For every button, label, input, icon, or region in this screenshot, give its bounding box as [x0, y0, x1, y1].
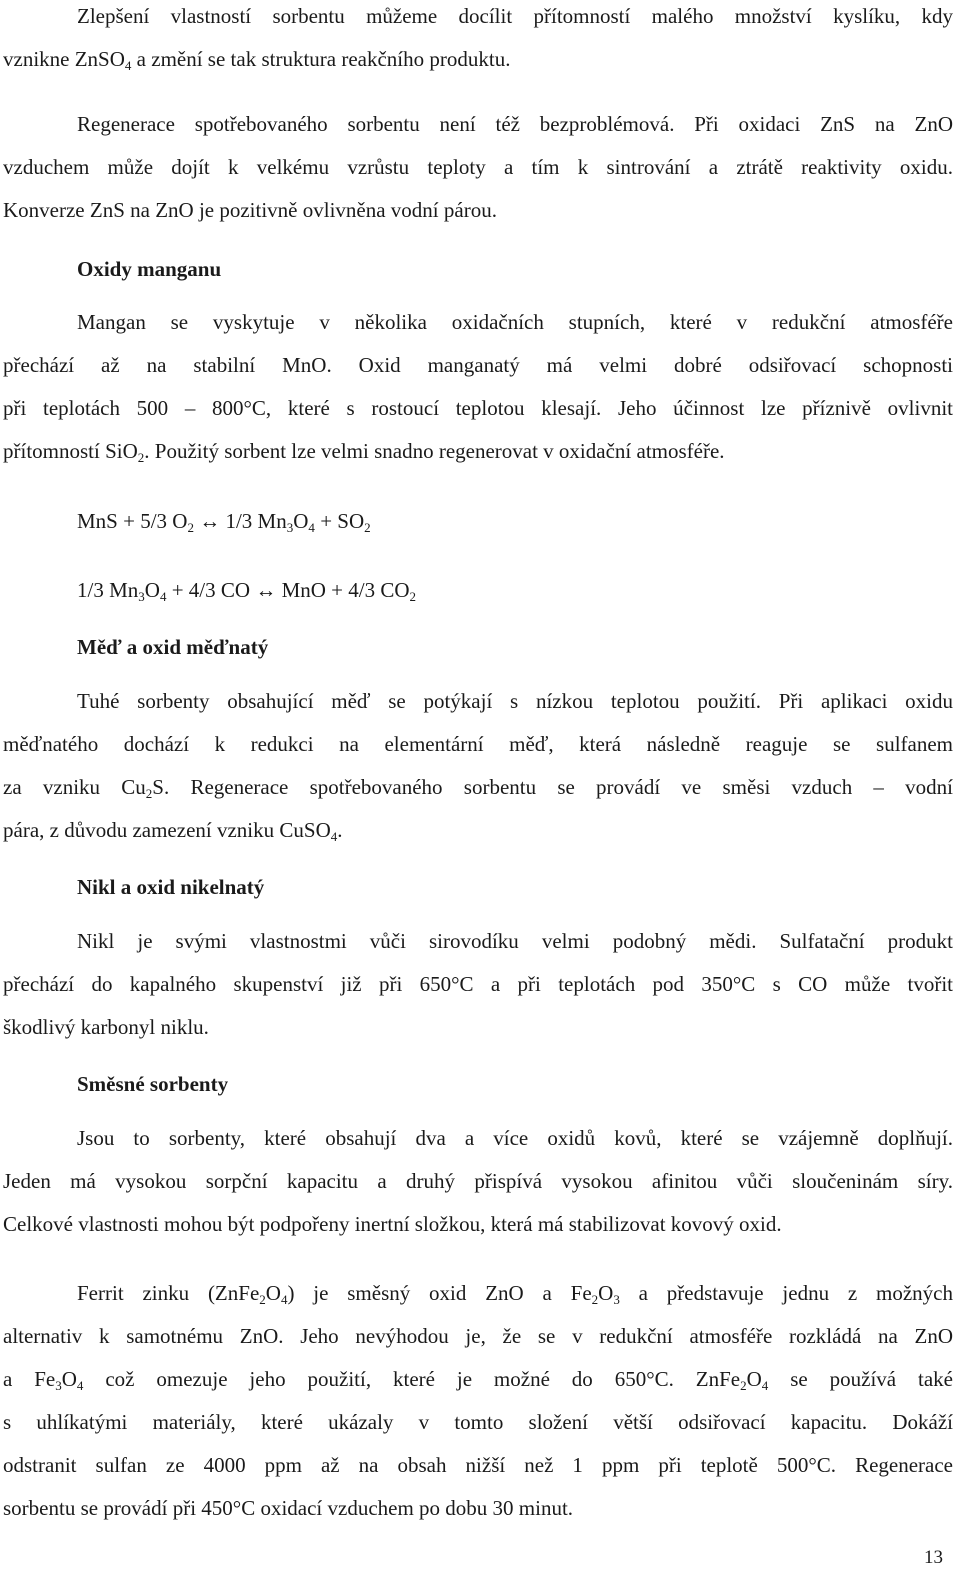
heading-nickel [3, 871, 953, 914]
paragraph-zinc-regeneration [3, 108, 953, 237]
text-line: vznikne ZnSO$_4$ a změní se tak struktura reakčního produktu. [3, 47, 511, 73]
text-line: Zlepšení vlastností sorbentu můžeme docílit přítomností malého množství kyslíku, kdy [77, 4, 953, 28]
text-line: odstranit sulfan ze 4000 ppm až na obsah nižší než 1 ppm při teplotě 500°C. Regenerace [3, 1453, 953, 1477]
text-line: přítomností SiO$_2$. Použitý sorbent lze velmi snadno regenerovat v oxidační atmosféře. [3, 439, 725, 465]
paragraph-zinc-oxygen [3, 0, 953, 86]
text-line: pára, z důvodu zamezení vzniku CuSO$_4$. [3, 818, 343, 844]
paragraph-nickel [3, 925, 953, 1054]
text-line: měďnatého dochází k redukci na elementární měď, která následně reaguje se sulfanem [3, 732, 953, 756]
text-line: Jeden má vysokou sorpční kapacitu a druhý přispívá vysokou afinitou vůči sloučeninám síry. [3, 1169, 953, 1193]
heading-copper [3, 631, 953, 674]
equation-mns-oxidation: MnS + 5/3 $O_2$ ↔ 1/3 $Mn_3O_4 + SO_2$ [77, 509, 371, 535]
paragraph-manganese [3, 306, 953, 478]
equation-mn3o4-reduction: 1/3 $Mn_3O_4 + 4/3$ CO ↔ MnO + 4/3 $CO_2$ [77, 578, 417, 604]
paragraph-copper [3, 685, 953, 857]
text-line: Jsou to sorbenty, které obsahují dva a více oxidů kovů, které se vzájemně doplňují. [77, 1126, 953, 1150]
text-line: s uhlíkatými materiály, které ukázaly v tomto složení větší odsiřovací kapacitu. Dokáží [3, 1410, 953, 1434]
text-line: Nikl je svými vlastnostmi vůči sirovodíku velmi podobný mědi. Sulfatační produkt [77, 929, 953, 953]
heading-text: Oxidy manganu [77, 257, 222, 281]
heading-mixed-sorbents [3, 1068, 953, 1111]
text-line: při teplotách 500 – 800°C, které s rostoucí teplotou klesají. Jeho účinnost lze příznivě ovlivnit [3, 396, 953, 420]
heading-text: Směsné sorbenty [77, 1072, 229, 1096]
text-line: a $Fe_3O_4$ což omezuje jeho použití, které je možné do 650°C. $ZnFe_2O_4$ se používá také [3, 1367, 953, 1393]
text-line: Celkové vlastnosti mohou být podpořeny inertní složkou, která má stabilizovat kovový oxid. [3, 1212, 782, 1236]
page-number: 13 [924, 1547, 943, 1568]
text-line: přechází až na stabilní MnO. Oxid manganatý má velmi dobré odsiřovací schopnosti [3, 353, 953, 377]
text-line: alternativ k samotnému ZnO. Jeho nevýhodou je, že se v redukční atmosféře rozkládá na ZnO [3, 1324, 953, 1348]
paragraph-mixed-sorbents [3, 1122, 953, 1251]
text-line: Mangan se vyskytuje v několika oxidačních stupních, které v redukční atmosféře [77, 310, 953, 334]
text-line: vzduchem může dojít k velkému vzrůstu teploty a tím k sintrování a ztrátě reaktivity oxidu. [3, 155, 953, 179]
paragraph-zinc-ferrite [3, 1277, 953, 1535]
text-line: Konverze ZnS na ZnO je pozitivně ovlivněna vodní párou. [3, 198, 497, 222]
heading-text: Měď a oxid měďnatý [77, 635, 269, 659]
text-line: Tuhé sorbenty obsahující měď se potýkají s nízkou teplotou použití. Při aplikaci oxidu [77, 689, 953, 713]
text-line: Ferrit zinku $(ZnFe_2O_4)$ je směsný oxid ZnO a $Fe_2O_3$ a představuje jednu z možných [77, 1281, 953, 1307]
heading-text: Nikl a oxid nikelnatý [77, 875, 265, 899]
text-line: Regenerace spotřebovaného sorbentu není též bezproblémová. Při oxidaci ZnS na ZnO [77, 112, 953, 136]
text-line: přechází do kapalného skupenství již při 650°C a při teplotách pod 350°C s CO může tvořit [3, 972, 953, 996]
text-line: za vzniku $Cu_2S$. Regenerace spotřebovaného sorbentu se provádí ve směsi vzduch – vodní [3, 775, 953, 801]
heading-manganese-oxides [3, 253, 953, 296]
text-line: škodlivý karbonyl niklu. [3, 1015, 209, 1039]
text-line: sorbentu se provádí při 450°C oxidací vzduchem po dobu 30 minut. [3, 1496, 574, 1520]
